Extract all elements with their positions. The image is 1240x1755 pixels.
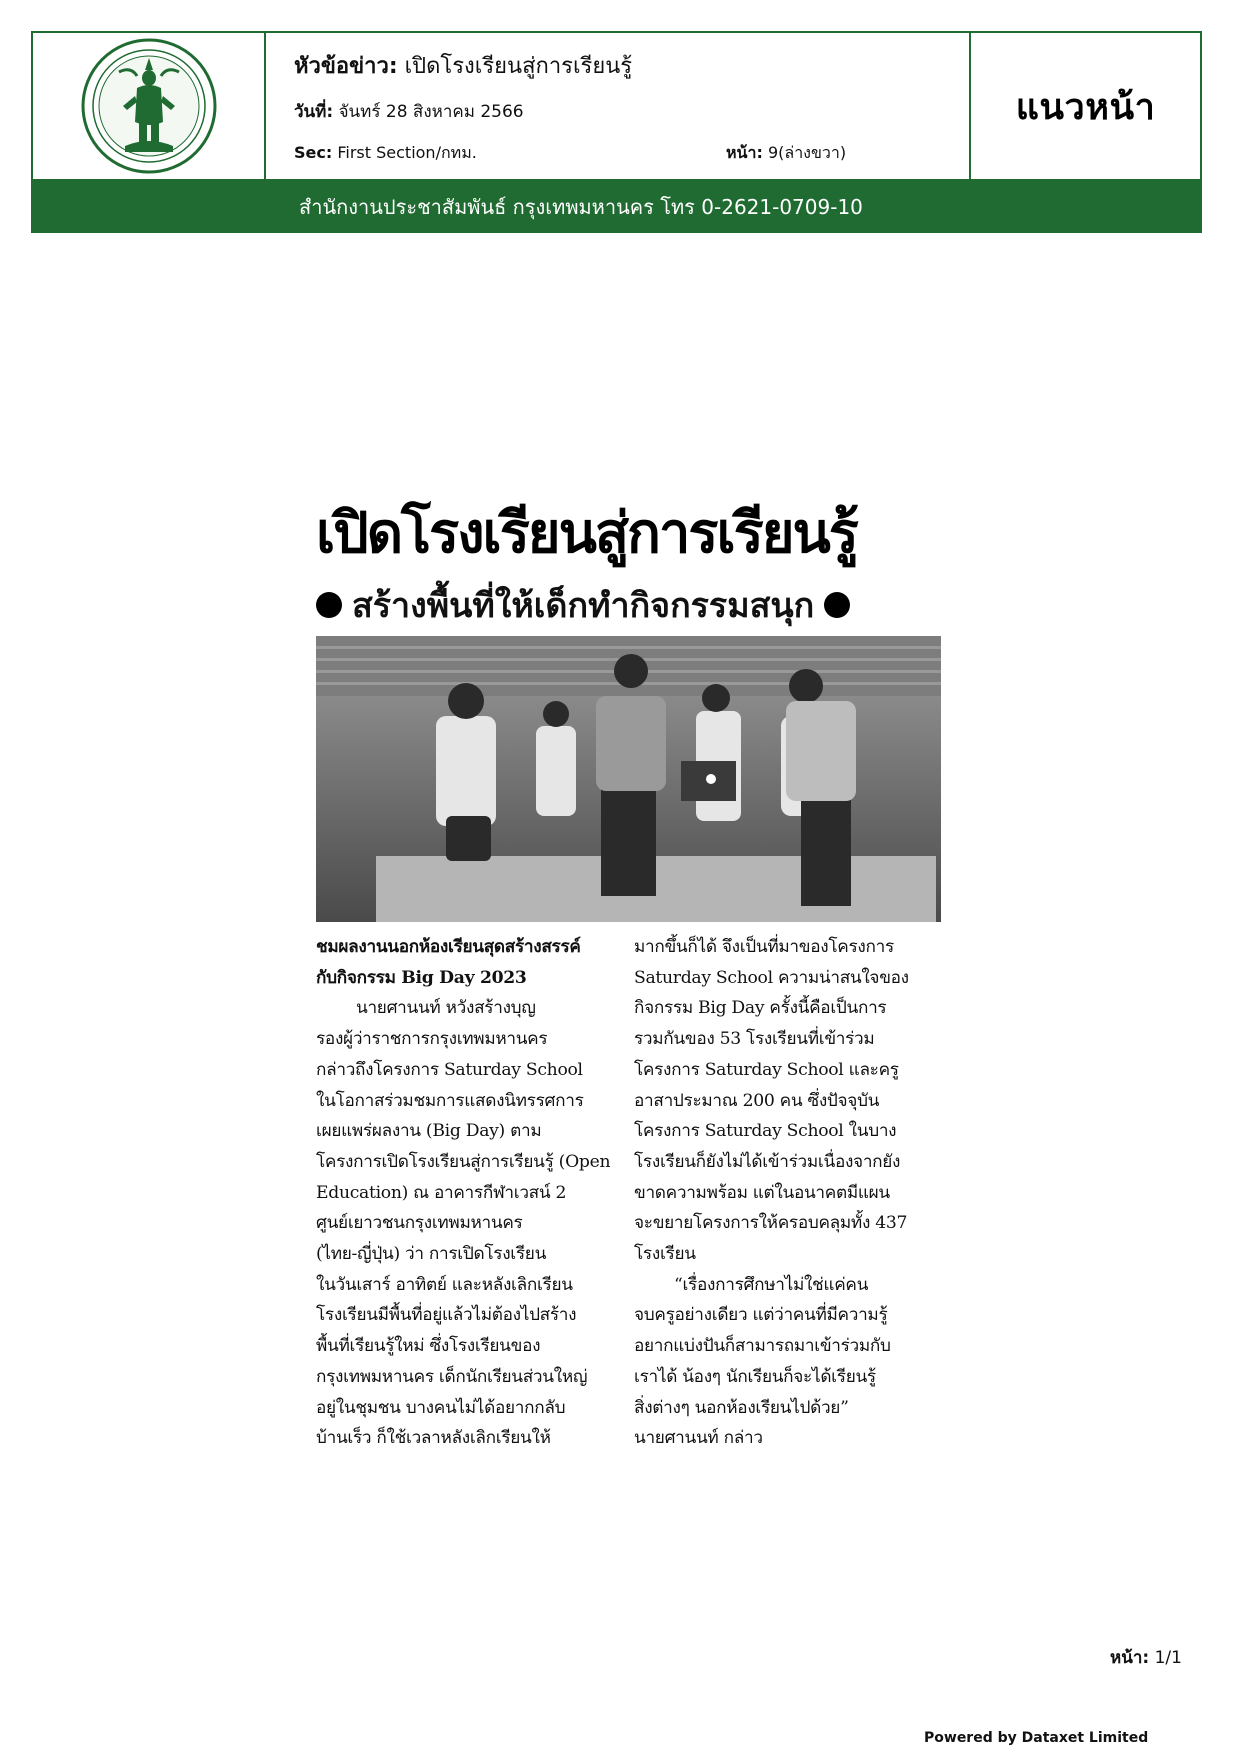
article-line: (ไทย-ญี่ปุ่น) ว่า การเปิดโรงเรียน (316, 1244, 547, 1265)
clipping-info (266, 33, 971, 179)
logo-cell (33, 33, 266, 179)
article-line: กรุงเทพมหานคร เด็กนักเรียนส่วนใหญ่ (316, 1366, 588, 1387)
footer-page-label: หน้า: (1110, 1648, 1150, 1668)
section-label: Sec: (294, 143, 333, 162)
article-line: อยากแบ่งปันก็สามารถมาเข้าร่วมกับ (634, 1336, 891, 1357)
article-line: โรงเรียน (634, 1244, 696, 1265)
article-line: สิ่งต่างๆ นอกห้องเรียนไปด้วย” (634, 1397, 849, 1418)
date-row (294, 98, 524, 125)
article-subtitle (316, 578, 946, 632)
date-label: วันที่: (294, 102, 334, 122)
article-line: เราได้ น้องๆ นักเรียนก็จะได้เรียนรู้ (634, 1366, 876, 1387)
date-value: จันทร์ 28 สิงหาคม 2566 (338, 102, 524, 122)
article-column-left (316, 932, 618, 1454)
article-line: ศูนย์เยาวชนกรุงเทพมหานคร (316, 1213, 523, 1234)
headline-label: หัวข้อข่าว: (294, 54, 398, 79)
article-line: นายศานนท์ กล่าว (634, 1428, 763, 1449)
bangkok-city-seal-icon (79, 36, 219, 176)
article-line: รวมกันของ 53 โรงเรียนที่เข้าร่วม (634, 1029, 875, 1050)
article-line: ในโอกาสร่วมชมการแสดงนิทรรศการ (316, 1090, 584, 1111)
article-subtitle-text: สร้างพื้นที่ให้เด็กทำกิจกรรมสนุก (352, 586, 815, 626)
article-line: นายศานนท์ หวังสร้างบุญ (356, 998, 536, 1019)
article-line: จบครูอย่างเดียว แต่ว่าคนที่มีความรู้ (634, 1305, 888, 1326)
article-line: โครงการเปิดโรงเรียนสู่การเรียนรู้ (Open (316, 1151, 611, 1172)
article-photo (316, 636, 941, 922)
footer-page-value: 1/1 (1154, 1648, 1182, 1668)
article-line: อาสาประมาณ 200 คน ซึ่งปัจจุบัน (634, 1090, 880, 1111)
page-value: 9(ล่างขวา) (767, 143, 847, 162)
article-line: “เรื่องการศึกษาไม่ใช่แค่คน (674, 1274, 869, 1295)
article-line: จะขยายโครงการให้ครอบคลุมทั้ง 437 (634, 1213, 908, 1234)
article-line: โรงเรียนมีพื้นที่อยู่แล้วไม่ต้องไปสร้าง (316, 1305, 577, 1326)
powered-by-credit: Powered by Dataxet Limited (924, 1730, 1149, 1746)
article-line: บ้านเร็ว ก็ใช้เวลาหลังเลิกเรียนให้ (316, 1428, 551, 1449)
black-circle-bullet-icon (824, 592, 850, 618)
article-line: พื้นที่เรียนรู้ใหม่ ซึ่งโรงเรียนของ (316, 1336, 541, 1357)
article-line: เผยแพร่ผลงาน (Big Day) ตาม (316, 1121, 542, 1142)
office-contact-bar: สำนักงานประชาสัมพันธ์ กรุงเทพมหานคร โทร 0-2621-0709-10 (31, 181, 1202, 233)
headline-row (294, 48, 632, 83)
article-line: อยู่ในชุมชน บางคนไม่ได้อยากกลับ (316, 1397, 566, 1418)
article-line: กล่าวถึงโครงการ Saturday School (316, 1059, 583, 1080)
footer-page-indicator (1110, 1644, 1182, 1671)
article-line: มากขึ้นก็ได้ จึงเป็นที่มาของโครงการ (634, 937, 894, 957)
section-row (294, 141, 477, 166)
article-line: รองผู้ว่าราชการกรุงเทพมหานคร (316, 1029, 548, 1050)
article-line: ในวันเสาร์ อาทิตย์ และหลังเลิกเรียน (316, 1274, 573, 1295)
headline-value: เปิดโรงเรียนสู่การเรียนรู้ (404, 54, 633, 79)
photo-caption-line: กับกิจกรรม Big Day 2023 (316, 967, 527, 988)
section-value: First Section/กทม. (337, 143, 477, 162)
page-label: หน้า: (726, 143, 763, 162)
photo-caption-line: ชมผลงานนอกห้องเรียนสุดสร้างสรรค์ (316, 937, 581, 957)
event-photo-illustration (316, 636, 941, 922)
article-title: เปิดโรงเรียนสู่การเรียนรู้ (316, 500, 857, 566)
publication-name: แนวหน้า (1015, 86, 1156, 128)
article-line: โครงการ Saturday School ในบาง (634, 1121, 897, 1142)
article-line: Education) ณ อาคารกีฬาเวสน์ 2 (316, 1182, 567, 1203)
article-column-right (634, 932, 936, 1454)
clipping-header (31, 31, 1202, 181)
publication-cell (971, 33, 1200, 179)
article-line: โรงเรียนก็ยังไม่ได้เข้าร่วมเนื่องจากยัง (634, 1151, 901, 1172)
page-row (726, 141, 846, 166)
article-line: Saturday School ความน่าสนใจของ (634, 967, 909, 988)
black-circle-bullet-icon (316, 592, 342, 618)
article-line: ขาดความพร้อม แต่ในอนาคตมีแผน (634, 1182, 890, 1203)
article-line: กิจกรรม Big Day ครั้งนี้คือเป็นการ (634, 998, 887, 1019)
article-line: โครงการ Saturday School และครู (634, 1059, 899, 1080)
